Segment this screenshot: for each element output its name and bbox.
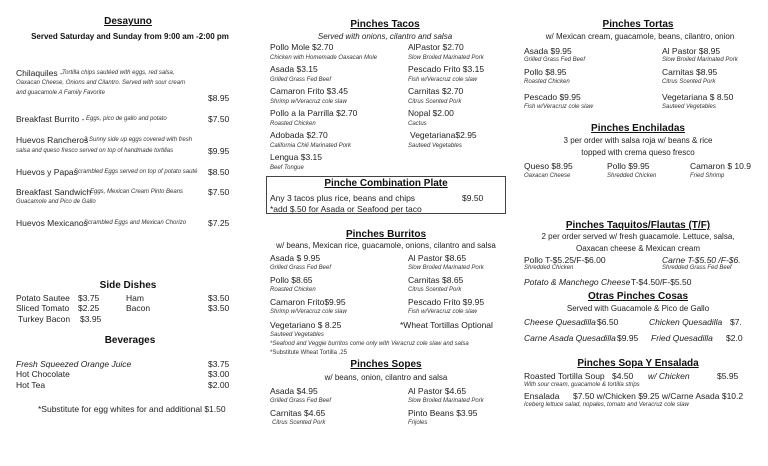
tortas-subtitle: w/ Mexican cream, guacamole, beans, cilantro, onion (545, 32, 735, 41)
item-desc: Grilled Grass Fed Beef (270, 398, 332, 404)
item-name: Breakfast Sandwich (16, 187, 92, 197)
item-price: $7.25 (208, 218, 230, 228)
side-name: Turkey Bacon (18, 314, 71, 324)
item-desc: Shrimp w/Veracruz cole slaw (270, 99, 347, 105)
item-name: Camaron Frito $3.45 (270, 86, 348, 96)
item-name: Ensalada (524, 391, 560, 401)
beverage-name: Hot Tea (16, 380, 46, 390)
item-price: $4.50 (612, 371, 634, 381)
desayuno-title: Desayuno (104, 16, 152, 27)
side-name: Bacon (126, 303, 151, 313)
item-name: Carnitas $8.65 (408, 275, 464, 285)
item-name: Vegetariana $ 8.50 (662, 92, 734, 102)
item-price: $8.95 (208, 93, 230, 103)
item-desc: and guacamole A Family Favorite (16, 90, 105, 96)
item-name: Queso $8.95 (524, 161, 573, 171)
item-desc: Beef Tongue (270, 165, 304, 171)
item-desc: Roasted Chicken (270, 121, 316, 127)
item-name: Vegetariana$2.95 (410, 130, 477, 140)
item-name: Carne T-$5.50 /F-$6. (662, 255, 741, 265)
side-price: $3.50 (208, 293, 230, 303)
item-name: Pollo a la Parrilla $2.70 (270, 108, 358, 118)
beverage-price: $3.75 (208, 359, 230, 369)
item-desc: Iceberg lettuce salad, nopales, tomato and Veracruz cole slaw (524, 402, 689, 408)
item-price: $7.50 (208, 187, 230, 197)
item-name: Asada $9.95 (524, 46, 572, 56)
item-price: $9.95 (208, 146, 230, 156)
item-desc: Chicken with Homemade Oaxacan Mole (270, 55, 378, 61)
item-desc: Slow Broiled Marinated Pork (408, 398, 484, 404)
item-desc: Fish w/Veracruz cole slaw (524, 104, 594, 110)
tacos-subtitle: Served with onions, cilantro and salsa (317, 32, 453, 41)
item-name: Al Pastor $4.65 (408, 386, 467, 396)
item-desc: Shredded Chicken (524, 265, 574, 271)
item-desc: Eggs, Mexican Cream Pinto Beans (90, 189, 184, 195)
beverage-price: $2.00 (208, 380, 230, 390)
item-desc: Citrus Scented Pork (408, 287, 462, 293)
egg-white-note: *Substitute for egg whites for and additional $1.50 (38, 404, 226, 414)
item-desc: Tortilla chips sautéed with eggs, red salsa, (62, 70, 175, 76)
tortas-title: Pinches Tortas (602, 19, 674, 30)
side-price: $3.50 (208, 303, 230, 313)
burritos-title: Pinches Burritos (345, 229, 427, 240)
taquitos-title: Pinches Taquitos/Flautas (T/F) (565, 220, 711, 231)
desayuno-subtitle: Served Saturday and Sunday from 9:00 am -2:00 pm (31, 32, 229, 41)
item-desc: salsa and queso fresco served on top of handmade tortillas (16, 148, 174, 154)
side-name: Ham (126, 293, 144, 303)
item-name: Chicken Quesadilla (649, 317, 723, 327)
combo-title: Pinche Combination Plate (324, 178, 448, 189)
item-desc: Citrus Scented Pork (272, 420, 326, 426)
item-price: $7.50 (208, 114, 230, 124)
item-desc: Citrus Scented Pork (662, 79, 716, 85)
item-name: Pescado $9.95 (524, 92, 581, 102)
side-price: $3.95 (80, 314, 102, 324)
item-price: $2.0 (726, 333, 743, 343)
item-desc: Scrambled Eggs served on top of potato sauté (74, 169, 198, 175)
item-name: Breakfast Burrito - (16, 114, 85, 124)
item-desc: Fried Shrimp (690, 173, 725, 179)
item-desc: Scrambled Eggs and Mexican Chorizo (84, 220, 187, 226)
item-name: Huevos Rancheros (16, 135, 89, 145)
item-name: Al Pastor $8.65 (408, 253, 467, 263)
item-name: Huevos y Papas (16, 167, 78, 177)
item-desc: Slow Broiled Marinated Pork (408, 265, 484, 271)
burritos-note: *Substitute Wheat Tortilla .25 (270, 350, 347, 356)
side-name: Sliced Tomato (16, 303, 70, 313)
item-desc: Fish w/Veracruz cole slaw (408, 77, 478, 83)
beverage-name: Fresh Squeezed Orange Juice (16, 359, 132, 369)
combo-price: $9.50 (462, 193, 484, 203)
item-price: T-$4.50/F-$5.50 (631, 277, 692, 287)
tacos-title: Pinches Tacos (350, 19, 420, 30)
item-desc: Roasted Chicken (270, 287, 316, 293)
beverage-price: $3.00 (208, 369, 230, 379)
item-desc: Fish w/Veracruz cole slaw (408, 309, 478, 315)
item-name: Carnitas $8.95 (662, 67, 718, 77)
item-name: Pollo $8.65 (270, 275, 313, 285)
sopa-title: Pinches Sopa Y Ensalada (577, 358, 699, 369)
item-desc: Sauteed Vegetables (662, 104, 716, 110)
otras-title: Otras Pinches Cosas (587, 291, 689, 302)
enchiladas-subtitle: 3 per order with salsa roja w/ beans & rice (563, 136, 713, 145)
item-price: $6.50 (597, 317, 619, 327)
item-extra: w/ Chicken (648, 371, 690, 381)
item-price: $9.95 (617, 333, 639, 343)
item-desc: Cactus (408, 121, 427, 127)
item-name: Camaron Frito$9.95 (270, 297, 346, 307)
item-desc: Shredded Grass Fed Beef (662, 265, 732, 271)
item-price: $7.50 w/Chicken $9.25 w/Carne Asada $10.2 (573, 391, 744, 401)
item-name: Carne Asada Quesadilla (524, 333, 616, 343)
item-name: Adobada $2.70 (270, 130, 328, 140)
side-name: Potato Sautee (16, 293, 70, 303)
item-name: Carnitas $4.65 (270, 408, 326, 418)
item-name: Pollo $9.95 (607, 161, 650, 171)
item-name: Pollo Mole $2.70 (270, 42, 334, 52)
item-name: Pescado Frito $9.95 (408, 297, 485, 307)
item-name: Huevos Mexicanos (16, 218, 88, 228)
item-name: Nopal $2.00 (408, 108, 454, 118)
enchiladas-subtitle: topped with crema queso fresco (581, 148, 695, 157)
burritos-note: *Seafood and Veggie burritos come only with Veracruz cole slaw and salsa (270, 341, 469, 347)
item-name: Camaron $ 10.9 (690, 161, 751, 171)
item-desc: California Chili Marinated Pork (270, 143, 352, 149)
combo-note: *add $.50 for Asada or Seafood per taco (270, 204, 422, 214)
item-desc: Grilled Grass Fed Beef (270, 265, 332, 271)
item-desc: Frijoles (408, 420, 428, 426)
sopes-subtitle: w/ beans, onion, cilantro and salsa (324, 373, 448, 382)
item-name: Vegetariano $ 8.25 (270, 320, 342, 330)
side-price: $2.25 (78, 303, 100, 313)
otras-subtitle: Served with Guacamole & Pico de Gallo (566, 304, 710, 313)
item-price: $8.50 (208, 167, 230, 177)
side-price: $3.75 (78, 293, 100, 303)
item-desc: 3 Sunny side up eggs covered with fresh (84, 137, 193, 143)
item-desc: Grilled Grass Fed Beef (524, 57, 586, 63)
item-name: Roasted Tortilla Soup (524, 371, 605, 381)
item-desc: Eggs, pico de gallo and potato (86, 116, 167, 122)
burritos-subtitle: w/ beans, Mexican rice, guacamole, onions, cilantro and salsa (276, 241, 496, 250)
item-name: Potato & Manchego Cheese (524, 277, 631, 287)
taquitos-subtitle: 2 per order served w/ fresh guacamole. Lettuce, salsa, (541, 232, 735, 241)
item-name: Pollo T-$5.25/F-$6.00 (524, 255, 606, 265)
item-desc: Slow Broiled Marinated Pork (662, 57, 738, 63)
item-name: Pollo $8.95 (524, 67, 567, 77)
item-name: Asada $ 9.95 (270, 253, 321, 263)
item-name: Fried Quesadilla (651, 333, 713, 343)
item-name: Asada $4.95 (270, 386, 318, 396)
item-name: Cheese Quesadilla (524, 317, 596, 327)
item-desc: Sauteed Vegetables (270, 332, 324, 338)
item-desc: Shrimp w/Veracruz cole slaw (270, 309, 347, 315)
taquitos-subtitle: Oaxacan cheese & Mexican cream (575, 244, 701, 253)
item-desc: Oaxacan Cheese, Onions and Cilantro. Served with sour cream (16, 80, 186, 86)
item-desc: Roasted Chicken (524, 79, 570, 85)
item-name: Carnitas $2.70 (408, 86, 464, 96)
item-name: Al Pastor $8.95 (662, 46, 721, 56)
enchiladas-title: Pinches Enchiladas (591, 123, 685, 134)
item-desc: Sauteed Vegetables (408, 143, 462, 149)
item-desc: Slow Broiled Marinated Pork (408, 55, 484, 61)
item-name: Asada $3.15 (270, 64, 318, 74)
item-desc: Grilled Grass Fed Beef (270, 77, 332, 83)
sopes-title: Pinches Sopes (350, 359, 422, 370)
item-name: AlPastor $2.70 (408, 42, 464, 52)
item-desc: Guacamole and Pico de Gallo (16, 199, 96, 205)
item-name: Pinto Beans $3.95 (408, 408, 478, 418)
item-price: $7. (730, 317, 742, 327)
item-extra-price: $5.95 (717, 371, 739, 381)
item-desc: Oaxacan Cheese (524, 173, 571, 179)
item-desc: With sour cream, guacamole & tortilla strips (524, 382, 640, 388)
beverage-name: Hot Chocolate (16, 369, 70, 379)
beverages-title: Beverages (104, 335, 156, 346)
item-desc: Citrus Scented Pork (408, 99, 462, 105)
item-desc: Shredded Chicken (607, 173, 657, 179)
combo-line: Any 3 tacos plus rice, beans and chips (270, 193, 416, 203)
item-name: Pescado Frito $3.15 (408, 64, 485, 74)
item-name: Lengua $3.15 (270, 152, 322, 162)
side-dishes-title: Side Dishes (99, 280, 157, 291)
item-name: Chilaquiles - (16, 68, 63, 78)
wheat-tortillas-note: *Wheat Tortillas Optional (400, 320, 493, 330)
